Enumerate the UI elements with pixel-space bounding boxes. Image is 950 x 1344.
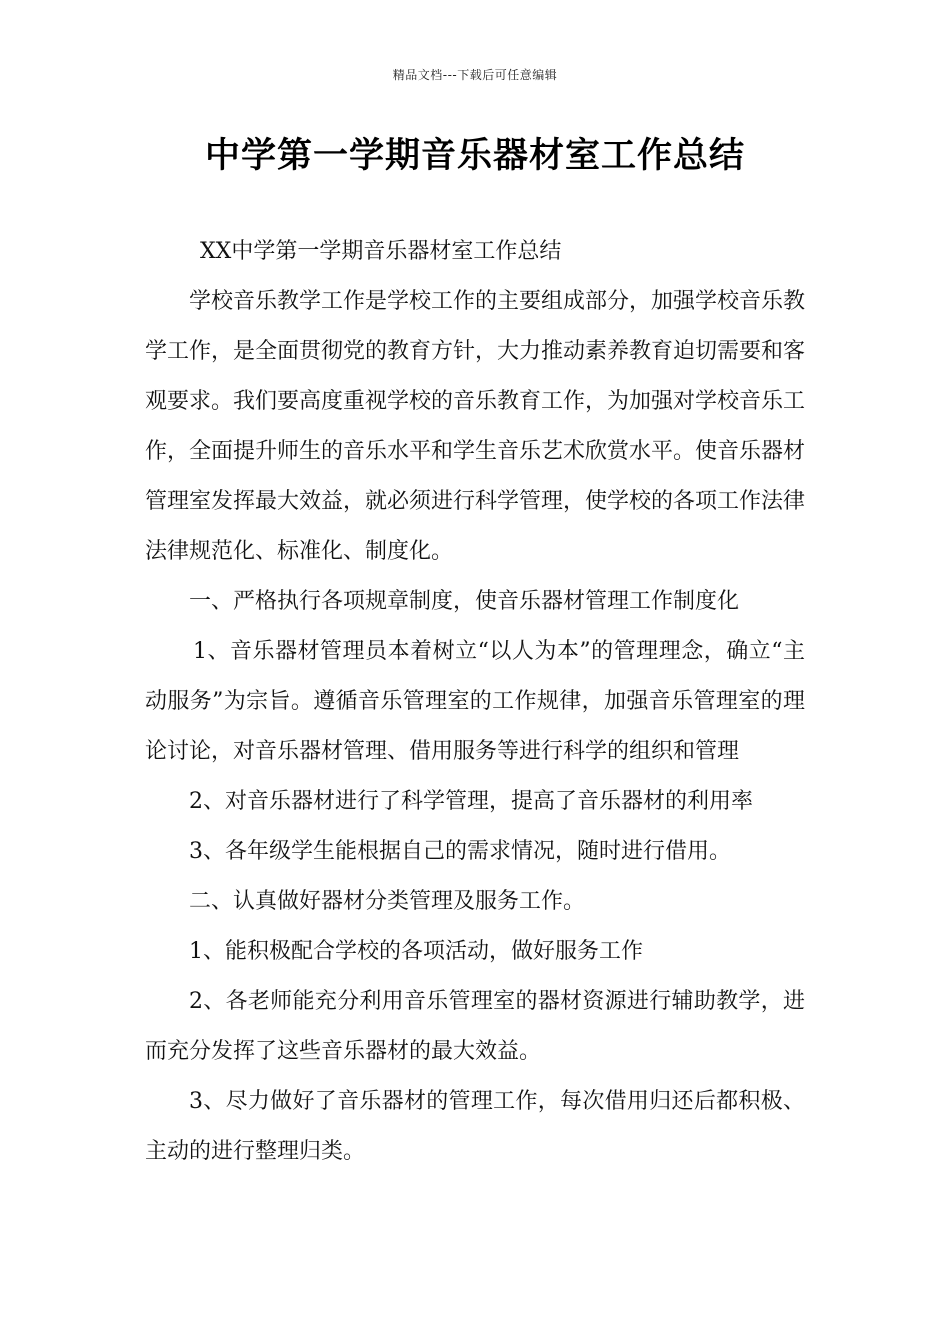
document-body (145, 227, 805, 1177)
list-item: 3、尽力做好了音乐器材的管理工作，每次借用归还后都积极、主动的进行整理归类。 (145, 1089, 805, 1164)
subtitle-paragraph: XX中学第一学期音乐器材室工作总结 (200, 239, 562, 264)
list-item: 1、能积极配合学校的各项活动，做好服务工作 (189, 939, 643, 964)
section-heading-two: 二、认真做好器材分类管理及服务工作。 (189, 889, 586, 914)
document-title: 中学第一学期音乐器材室工作总结 (204, 136, 745, 176)
intro-paragraph: 学校音乐教学工作是学校工作的主要组成部分，加强学校音乐教学工作，是全面贯彻党的教育方针，大力推动素养教育迫切需要和客观要求。我们要高度重视学校的音乐教育工作，为加强对学校音乐工作，全面提升师生的音乐水平和学生音乐艺术欣赏水平。使音乐器材管理室发挥最大效益，就必须进行科学管理，使学校的各项工作法律法律规范化、标准化、制度化。 (145, 289, 806, 564)
list-item: 3、各年级学生能根据自己的需求情况，随时进行借用。 (189, 839, 731, 864)
section-heading-one: 一、严格执行各项规章制度，使音乐器材管理工作制度化 (189, 589, 740, 614)
list-item: 1、音乐器材管理员本着树立“以人为本”的管理理念，确立“主动服务”为宗旨。遵循音乐管理室的工作规律，加强音乐管理室的理论讨论，对音乐器材管理、借用服务等进行科学的组织和管理 (145, 639, 805, 764)
list-item: 2、各老师能充分利用音乐管理室的器材资源进行辅助教学，进而充分发挥了这些音乐器材的最大效益。 (145, 989, 805, 1064)
list-item: 2、对音乐器材进行了科学管理，提高了音乐器材的利用率 (189, 789, 753, 814)
header-note: 精品文档---下载后可任意编辑 (392, 68, 558, 82)
